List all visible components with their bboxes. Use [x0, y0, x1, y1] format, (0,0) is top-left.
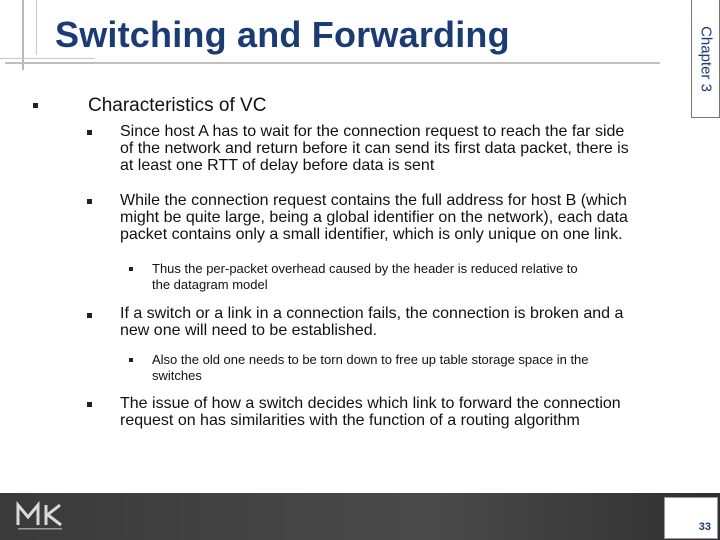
sub-bullet-text	[120, 395, 690, 429]
bullet-square-icon	[87, 199, 92, 204]
main-bullet-text: Characteristics of VC	[88, 95, 267, 116]
page-number: 33	[698, 521, 711, 533]
bullet-square-icon	[87, 313, 92, 318]
text-line: the datagram model	[152, 277, 268, 292]
text-line: new one will need to be established.	[120, 322, 378, 339]
decor-line	[22, 0, 24, 70]
text-line: at least one RTT of delay before data is sent	[120, 157, 435, 174]
text-line: Also the old one needs to be torn down to free up table storage space in the	[152, 352, 589, 367]
sub-sub-bullet-text	[152, 261, 692, 293]
text-line: Since host A has to wait for the connection request to reach the far side	[120, 123, 625, 140]
bullet-square-icon	[87, 130, 92, 135]
publisher-logo-icon	[14, 499, 74, 533]
footer-shade	[0, 493, 720, 540]
chapter-label: Chapter 3	[697, 25, 714, 92]
text-line: request on has similarities with the function of a routing algorithm	[120, 412, 580, 429]
page-number-box	[664, 497, 718, 539]
bullet-square-icon	[33, 103, 38, 108]
text-line: The issue of how a switch decides which link to forward the connection	[120, 395, 621, 412]
sub-sub-bullet-text	[152, 352, 697, 384]
text-line: Thus the per-packet overhead caused by the header is reduced relative to	[152, 261, 578, 276]
decor-line	[36, 0, 37, 55]
bullet-square-icon	[129, 358, 133, 362]
decor-line	[0, 58, 95, 59]
text-line: might be quite large, being a global identifier on the network), each data	[120, 209, 628, 226]
sub-bullet-text	[120, 305, 690, 339]
text-line: of the network and return before it can send its first data packet, there is	[120, 140, 629, 157]
text-line: switches	[152, 368, 202, 383]
text-line: If a switch or a link in a connection fails, the connection is broken and a	[120, 305, 624, 322]
chapter-tab	[691, 0, 720, 118]
footer-bar	[0, 493, 720, 540]
text-line: While the connection request contains the full address for host B (which	[120, 192, 627, 209]
text-line: packet contains only a small identifier, which is only unique on one link.	[120, 226, 623, 243]
bullet-square-icon	[129, 267, 133, 271]
sub-bullet-text	[120, 123, 690, 174]
sub-bullet-text	[120, 192, 690, 243]
decor-line	[5, 62, 660, 64]
bullet-square-icon	[87, 402, 92, 407]
slide-title: Switching and Forwarding	[55, 14, 510, 55]
